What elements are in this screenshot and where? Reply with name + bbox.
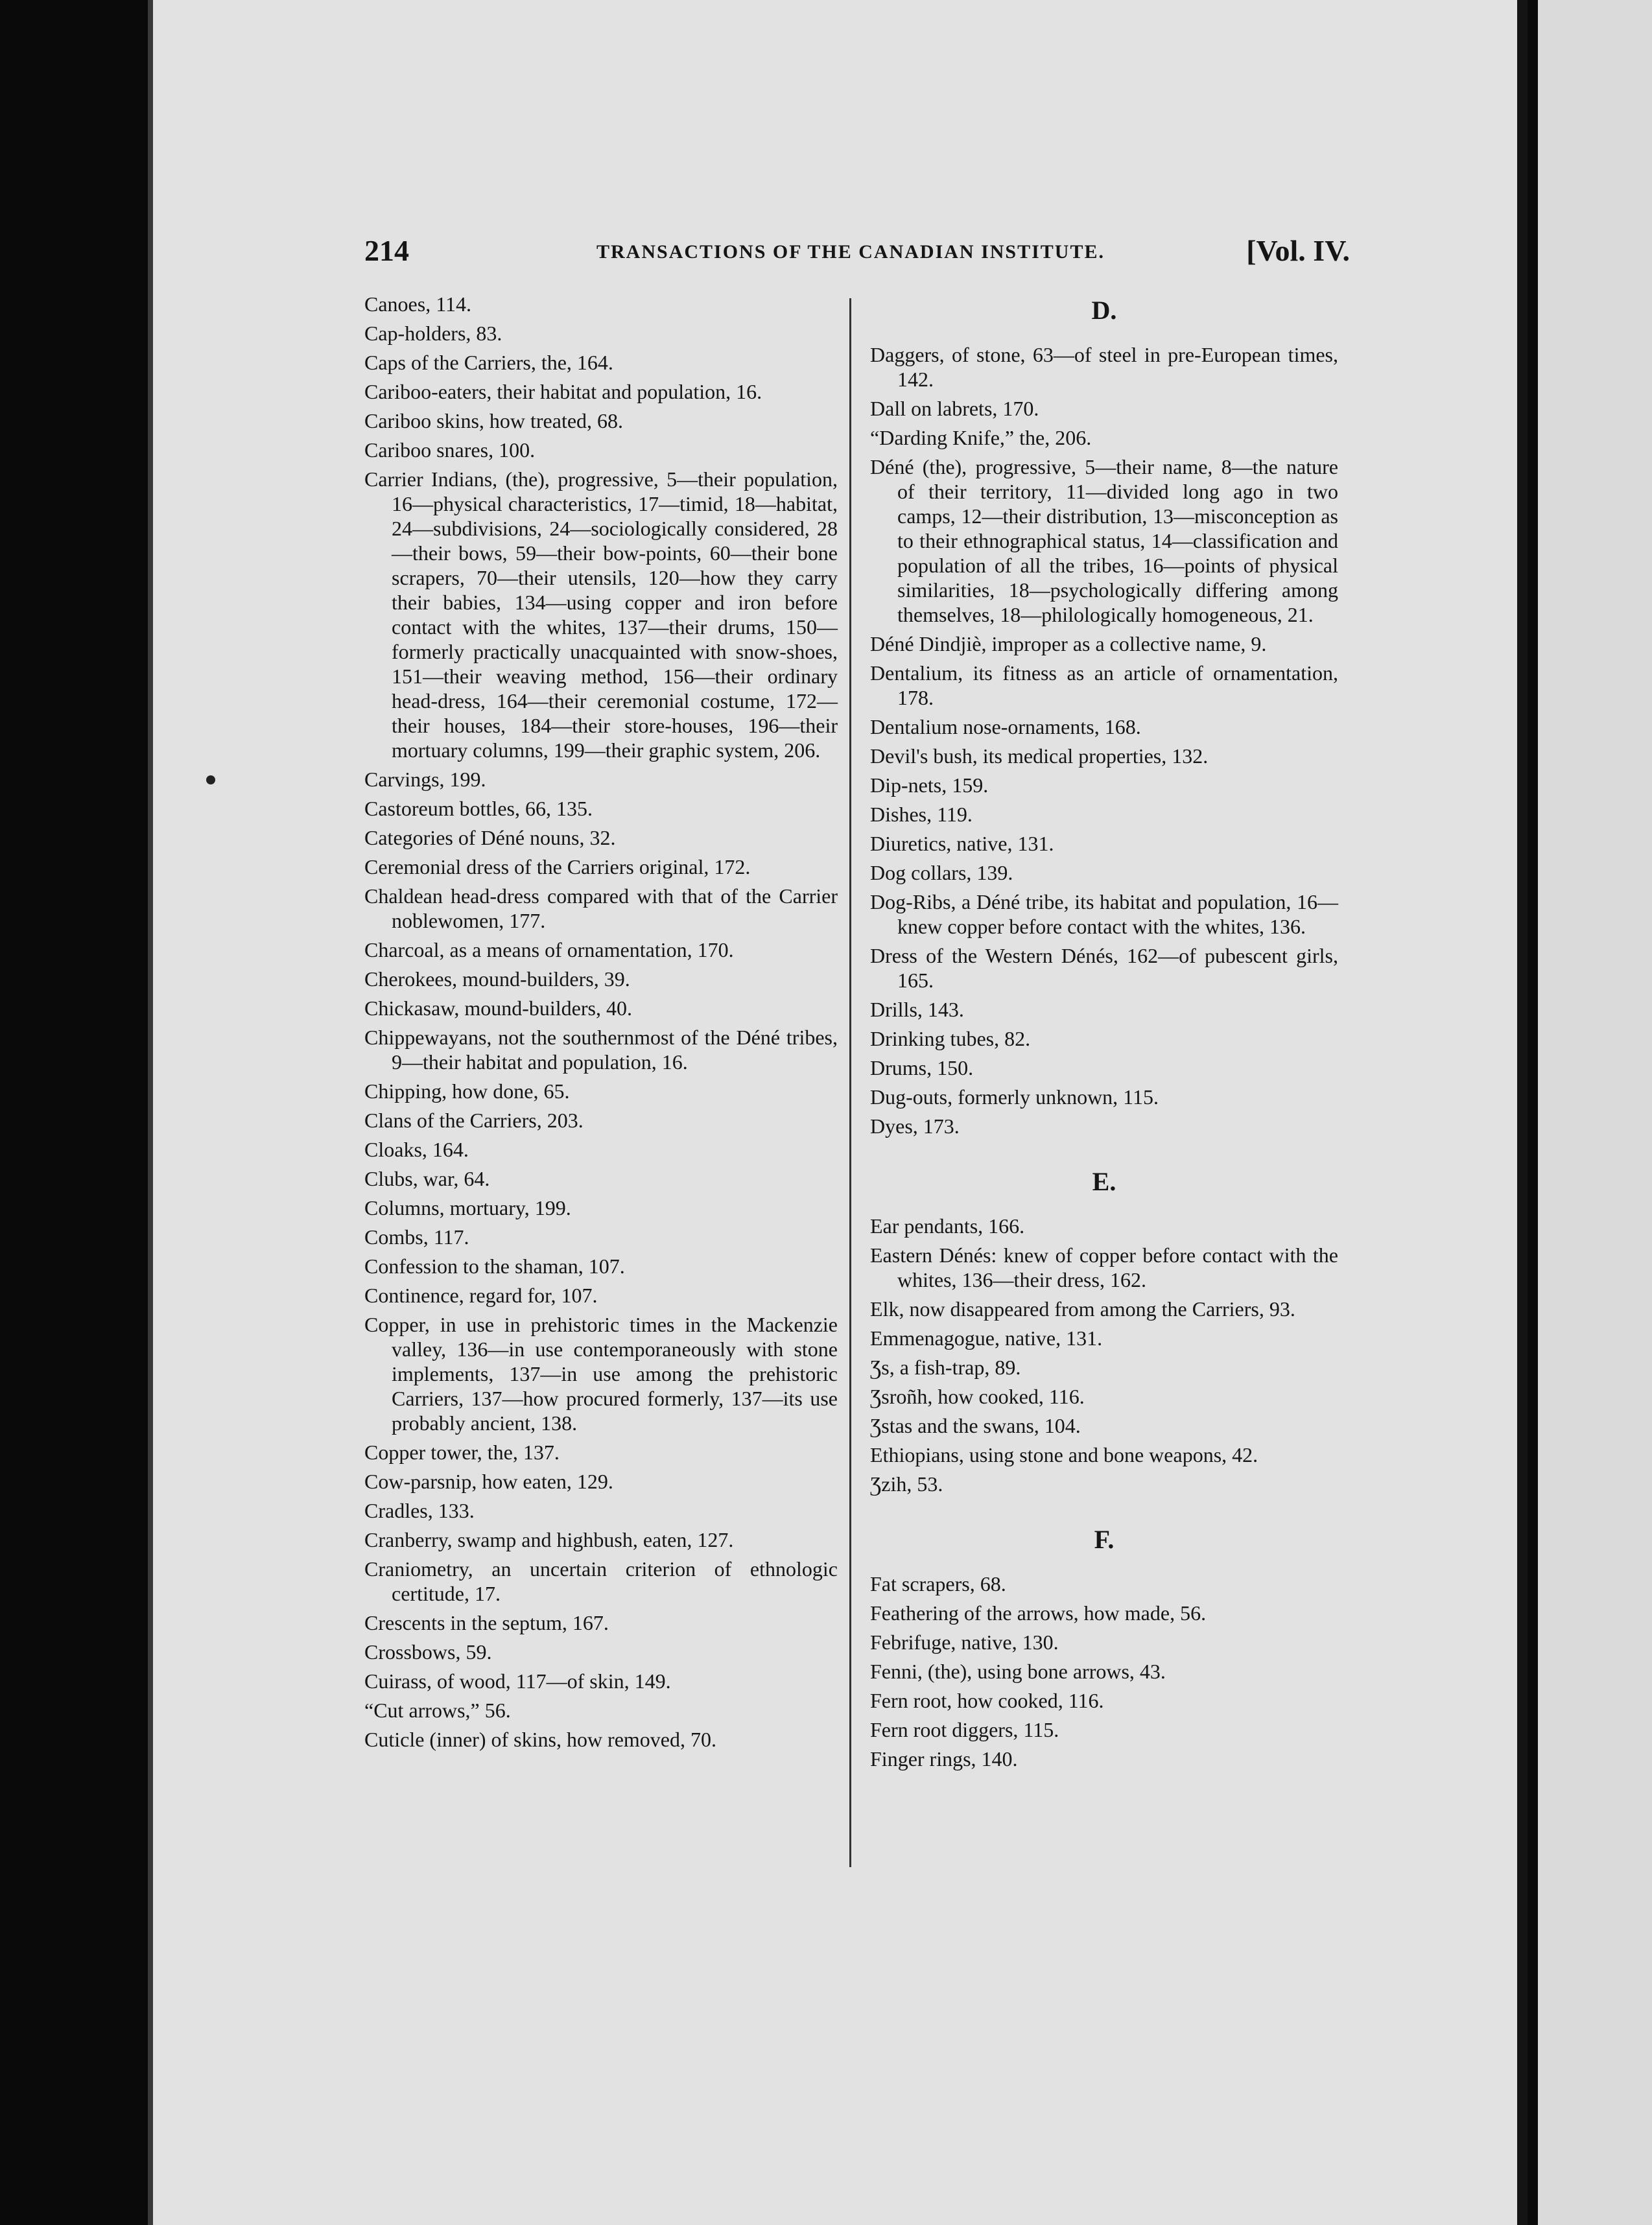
index-entry: Ʒstas and the swans, 104.: [870, 1414, 1081, 1437]
section-letter-e: E.: [1092, 1167, 1116, 1196]
index-entry: Emmenagogue, native, 131.: [870, 1326, 1103, 1350]
index-entry: Dress of the Western Dénés, 162—of pubescent girls, 165.: [870, 944, 1338, 992]
index-entry: Carrier Indians, (the), progressive, 5—their population, 16—physical characteristics, 17—timid, 18—habitat, 24—subdivisions, 24—sociologically considered, 28—their bows, 59—their bow-points, 60—their bone scrapers, 70—their utensils, 120—how they carry their babies, 134—using copper and iron before contact with the whites, 137—their drums, 150—formerly practically unacquainted with snow-shoes, 151—their weaving method, 156—their ordinary head-dress, 164—their ceremonial costume, 172—their houses, 184—their store-houses, 196—their mortuary columns, 199—their graphic system, 206.: [364, 467, 838, 762]
index-entry: Ceremonial dress of the Carriers original, 172.: [364, 855, 751, 878]
index-entry: Cow-parsnip, how eaten, 129.: [364, 1470, 613, 1493]
running-header: [364, 233, 1350, 272]
index-entry: Eastern Dénés: knew of copper before contact with the whites, 136—their dress, 162.: [870, 1243, 1338, 1291]
index-entry: Chippewayans, not the southernmost of the Déné tribes, 9—their habitat and population, 16.: [364, 1026, 838, 1074]
index-entry: Crescents in the septum, 167.: [364, 1611, 609, 1634]
index-entry: Fern root, how cooked, 116.: [870, 1689, 1104, 1712]
index-entry: Daggers, of stone, 63—of steel in pre-European times, 142.: [870, 343, 1338, 391]
index-entry: Ʒzih, 53.: [870, 1472, 943, 1496]
index-entry: Columns, mortuary, 199.: [364, 1196, 571, 1219]
index-entry: Chaldean head-dress compared with that of the Carrier noblewomen, 177.: [364, 884, 838, 932]
index-entry: Dentalium nose-ornaments, 168.: [870, 715, 1141, 738]
index-entry: Cloaks, 164.: [364, 1138, 469, 1161]
index-section-e: [870, 1214, 1338, 1496]
index-entry: Déné Dindjiè, improper as a collective name, 9.: [870, 632, 1267, 655]
index-entry: Dog collars, 139.: [870, 861, 1013, 884]
facing-page-strip: [1538, 0, 1652, 2225]
index-entry: Chickasaw, mound-builders, 40.: [364, 996, 632, 1020]
index-entry: Déné (the), progressive, 5—their name, 8—the nature of their territory, 11—divided long ago in two camps, 12—their distribution, 13—misconception as to their ethnographical status, 14—classification and population of all the tribes, 16—points of physical similarities, 18—psychologically differing among themselves, 18—philologically homogeneous, 21.: [870, 455, 1338, 626]
index-entry: Cariboo skins, how treated, 68.: [364, 409, 624, 432]
index-entry: Ethiopians, using stone and bone weapons, 42.: [870, 1443, 1258, 1466]
index-entry: Dishes, 119.: [870, 803, 973, 826]
index-entry: Drums, 150.: [870, 1056, 974, 1079]
index-entry: Combs, 117.: [364, 1225, 469, 1249]
index-entry: Dentalium, its fitness as an article of ornamentation, 178.: [870, 661, 1338, 709]
index-entry: Carvings, 199.: [364, 768, 486, 791]
volume-label: [Vol. IV.: [1246, 234, 1350, 267]
index-entry: Ear pendants, 166.: [870, 1214, 1025, 1238]
index-entry: Drinking tubes, 82.: [870, 1027, 1031, 1050]
index-entry: Caps of the Carriers, the, 164.: [364, 351, 613, 374]
section-letter-d: D.: [1091, 296, 1117, 325]
index-entry: Cranberry, swamp and highbush, eaten, 127.: [364, 1528, 734, 1551]
index-entry: Dug-outs, formerly unknown, 115.: [870, 1085, 1159, 1109]
index-entry: Dyes, 173.: [870, 1114, 960, 1138]
index-column-left: [364, 292, 838, 1756]
index-entry: Cuirass, of wood, 117—of skin, 149.: [364, 1669, 671, 1693]
index-entry: Continence, regard for, 107.: [364, 1284, 598, 1307]
index-entry: Feathering of the arrows, how made, 56.: [870, 1601, 1207, 1625]
index-entry: Copper, in use in prehistoric times in the Mackenzie valley, 136—in use contemporaneously with stone implements, 137—in use among the prehistoric Carriers, 137—how procured formerly, 137—its use probably ancient, 138.: [364, 1313, 838, 1435]
page-number: 214: [364, 234, 409, 267]
page-left-edge: [148, 0, 153, 2225]
index-entry: “Darding Knife,” the, 206.: [870, 426, 1092, 449]
index-entry: Cap-holders, 83.: [364, 322, 502, 345]
index-entry: Categories of Déné nouns, 32.: [364, 826, 616, 849]
index-entry: Copper tower, the, 137.: [364, 1441, 560, 1464]
index-entry: Chipping, how done, 65.: [364, 1079, 570, 1103]
index-entry: Fenni, (the), using bone arrows, 43.: [870, 1660, 1166, 1683]
index-entry: Dall on labrets, 170.: [870, 397, 1039, 420]
index-column-right: [870, 292, 1338, 1776]
index-entry: “Cut arrows,” 56.: [364, 1699, 511, 1722]
index-entry: Clans of the Carriers, 203.: [364, 1109, 584, 1132]
index-entry: Dog-Ribs, a Déné tribe, its habitat and population, 16—knew copper before contact with the whites, 136.: [870, 890, 1338, 938]
index-entry: Finger rings, 140.: [870, 1747, 1018, 1771]
index-section-f: [870, 1572, 1338, 1771]
running-title: TRANSACTIONS OF THE CANADIAN INSTITUTE.: [596, 241, 1105, 263]
index-entry: Cariboo snares, 100.: [364, 438, 536, 462]
index-entry: Dip-nets, 159.: [870, 773, 989, 797]
index-entry: Crossbows, 59.: [364, 1640, 492, 1664]
index-entry: Canoes, 114.: [364, 292, 472, 316]
index-entry: Cherokees, mound-builders, 39.: [364, 967, 630, 991]
index-entry: Cradles, 133.: [364, 1499, 475, 1522]
index-entry: Confession to the shaman, 107.: [364, 1254, 625, 1278]
page-right-edge: [1517, 0, 1528, 2225]
index-entry: Febrifuge, native, 130.: [870, 1630, 1059, 1654]
index-entry: Devil's bush, its medical properties, 132.: [870, 744, 1209, 768]
index-entry: Drills, 143.: [870, 998, 964, 1021]
index-entry: Castoreum bottles, 66, 135.: [364, 797, 593, 820]
ink-spot: [206, 775, 215, 784]
index-entry: Elk, now disappeared from among the Carriers, 93.: [870, 1297, 1295, 1321]
index-entry: Fern root diggers, 115.: [870, 1718, 1059, 1741]
index-entry: Ʒs, a fish-trap, 89.: [870, 1356, 1021, 1379]
index-entry: Cariboo-eaters, their habitat and population, 16.: [364, 380, 762, 403]
index-section-d: [870, 342, 1338, 1138]
index-entry: Fat scrapers, 68.: [870, 1572, 1006, 1595]
index-entry: Ʒsroñh, how cooked, 116.: [870, 1385, 1085, 1408]
index-entry: Craniometry, an uncertain criterion of ethnologic certitude, 17.: [364, 1557, 838, 1605]
index-entry: Cuticle (inner) of skins, how removed, 70.: [364, 1728, 716, 1751]
index-entry: Diuretics, native, 131.: [870, 832, 1054, 855]
column-divider: [849, 298, 851, 1867]
index-entry: Clubs, war, 64.: [364, 1167, 490, 1190]
section-letter-f: F.: [1094, 1525, 1115, 1554]
index-entry: Charcoal, as a means of ornamentation, 170.: [364, 938, 734, 961]
